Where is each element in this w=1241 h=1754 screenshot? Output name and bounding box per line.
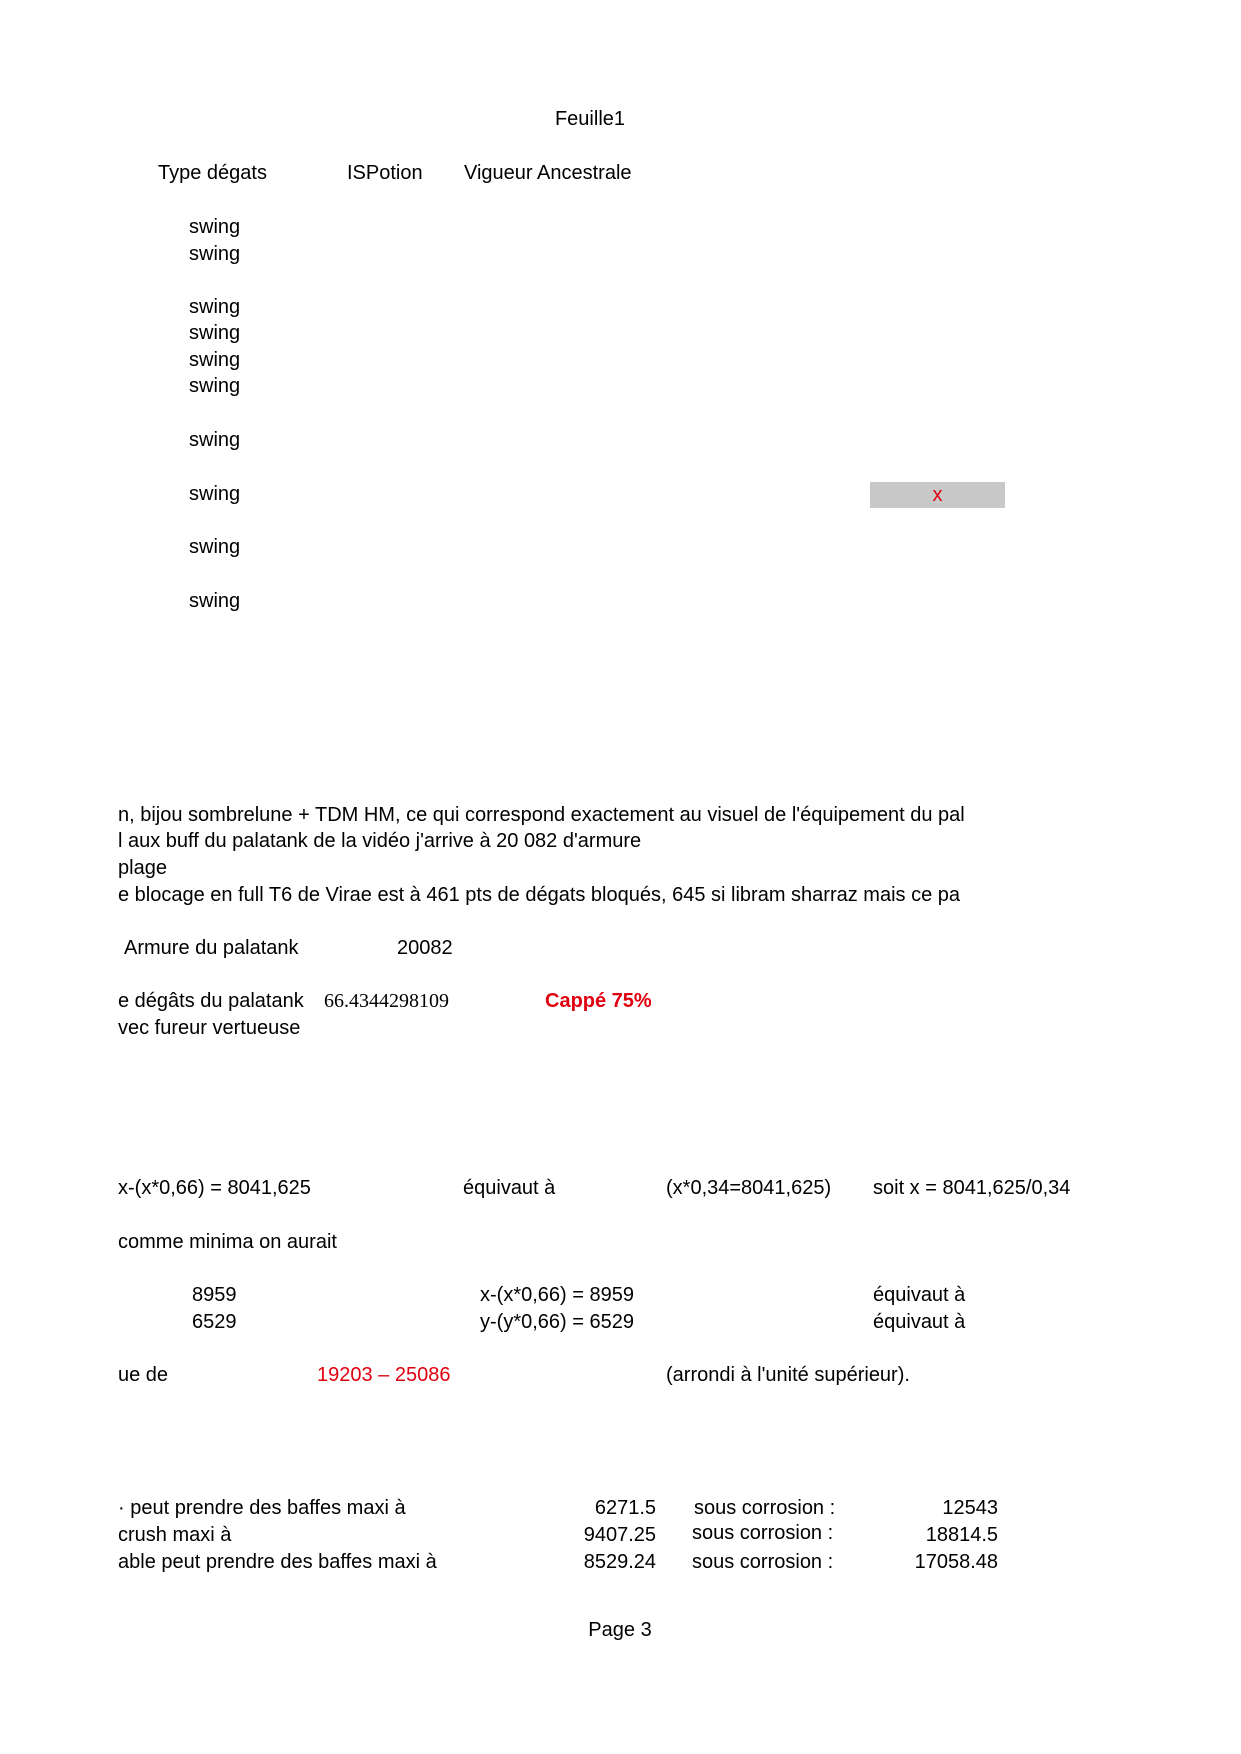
- reduction-value: 66.4344298109: [324, 990, 449, 1012]
- note-line: e blocage en full T6 de Virae est à 461 pts de dégats bloqués, 645 si libram sharraz mais ce pa: [118, 884, 960, 906]
- reduction-label: e dégâts du palatank: [118, 990, 304, 1012]
- corrosion-label: sous corrosion :: [692, 1551, 834, 1573]
- table-row-swing: swing: [189, 483, 241, 505]
- corrosion-value: 12543: [942, 1497, 998, 1519]
- baffes-value: 8529.24: [583, 1551, 656, 1573]
- range-label: ue de: [118, 1364, 169, 1386]
- armor-label: Armure du palatank: [124, 937, 299, 959]
- range-note: (arrondi à l'unité supérieur).: [666, 1364, 910, 1386]
- minima-equiv: équivaut à: [873, 1284, 966, 1306]
- minima-value: 6529: [192, 1311, 237, 1333]
- table-row-swing: swing: [189, 349, 241, 371]
- table-row-swing: swing: [189, 216, 241, 238]
- header-type-degats: Type dégats: [158, 162, 267, 184]
- minima-equation: y-(y*0,66) = 6529: [480, 1311, 634, 1333]
- table-row-swing: swing: [189, 322, 241, 344]
- table-row-swing: swing: [189, 243, 241, 265]
- equation-left: x-(x*0,66) = 8041,625: [118, 1177, 311, 1199]
- baffes-label: · peut prendre des baffes maxi à: [118, 1497, 406, 1519]
- baffes-label: crush maxi à: [118, 1524, 232, 1546]
- corrosion-label: sous corrosion :: [692, 1522, 834, 1544]
- reduction-label-2: vec fureur vertueuse: [118, 1017, 301, 1039]
- highlighted-cell-marker: x: [870, 482, 1005, 508]
- minima-label: comme minima on aurait: [118, 1231, 337, 1253]
- corrosion-label: sous corrosion :: [694, 1497, 836, 1519]
- baffes-label: able peut prendre des baffes maxi à: [118, 1551, 437, 1573]
- header-vigueur-ancestrale: Vigueur Ancestrale: [464, 162, 632, 184]
- table-row-swing: swing: [189, 296, 241, 318]
- range-value: 19203 – 25086: [317, 1364, 451, 1386]
- note-line: plage: [118, 857, 167, 879]
- table-row-swing: swing: [189, 429, 241, 451]
- header-ispotion: ISPotion: [347, 162, 423, 184]
- baffes-value: 6271.5: [594, 1497, 656, 1519]
- table-row-swing: swing: [189, 536, 241, 558]
- corrosion-value: 18814.5: [925, 1524, 998, 1546]
- minima-equiv: équivaut à: [873, 1311, 966, 1333]
- note-line: n, bijou sombrelune + TDM HM, ce qui correspond exactement au visuel de l'équipement du pal: [118, 804, 965, 826]
- sheet-title: Feuille1: [554, 108, 626, 130]
- equation-equiv: équivaut à: [463, 1177, 556, 1199]
- cap-label: Cappé 75%: [545, 990, 652, 1012]
- equation-middle: (x*0,34=8041,625): [666, 1177, 832, 1199]
- armor-value: 20082: [397, 937, 453, 959]
- baffes-value: 9407.25: [583, 1524, 656, 1546]
- note-line: l aux buff du palatank de la vidéo j'arrive à 20 082 d'armure: [118, 830, 642, 852]
- minima-equation: x-(x*0,66) = 8959: [480, 1284, 634, 1306]
- page-number: Page 3: [588, 1619, 652, 1641]
- equation-right: soit x = 8041,625/0,34: [873, 1177, 1071, 1199]
- corrosion-value: 17058.48: [914, 1551, 998, 1573]
- table-row-swing: swing: [189, 590, 241, 612]
- minima-value: 8959: [192, 1284, 237, 1306]
- table-row-swing: swing: [189, 375, 241, 397]
